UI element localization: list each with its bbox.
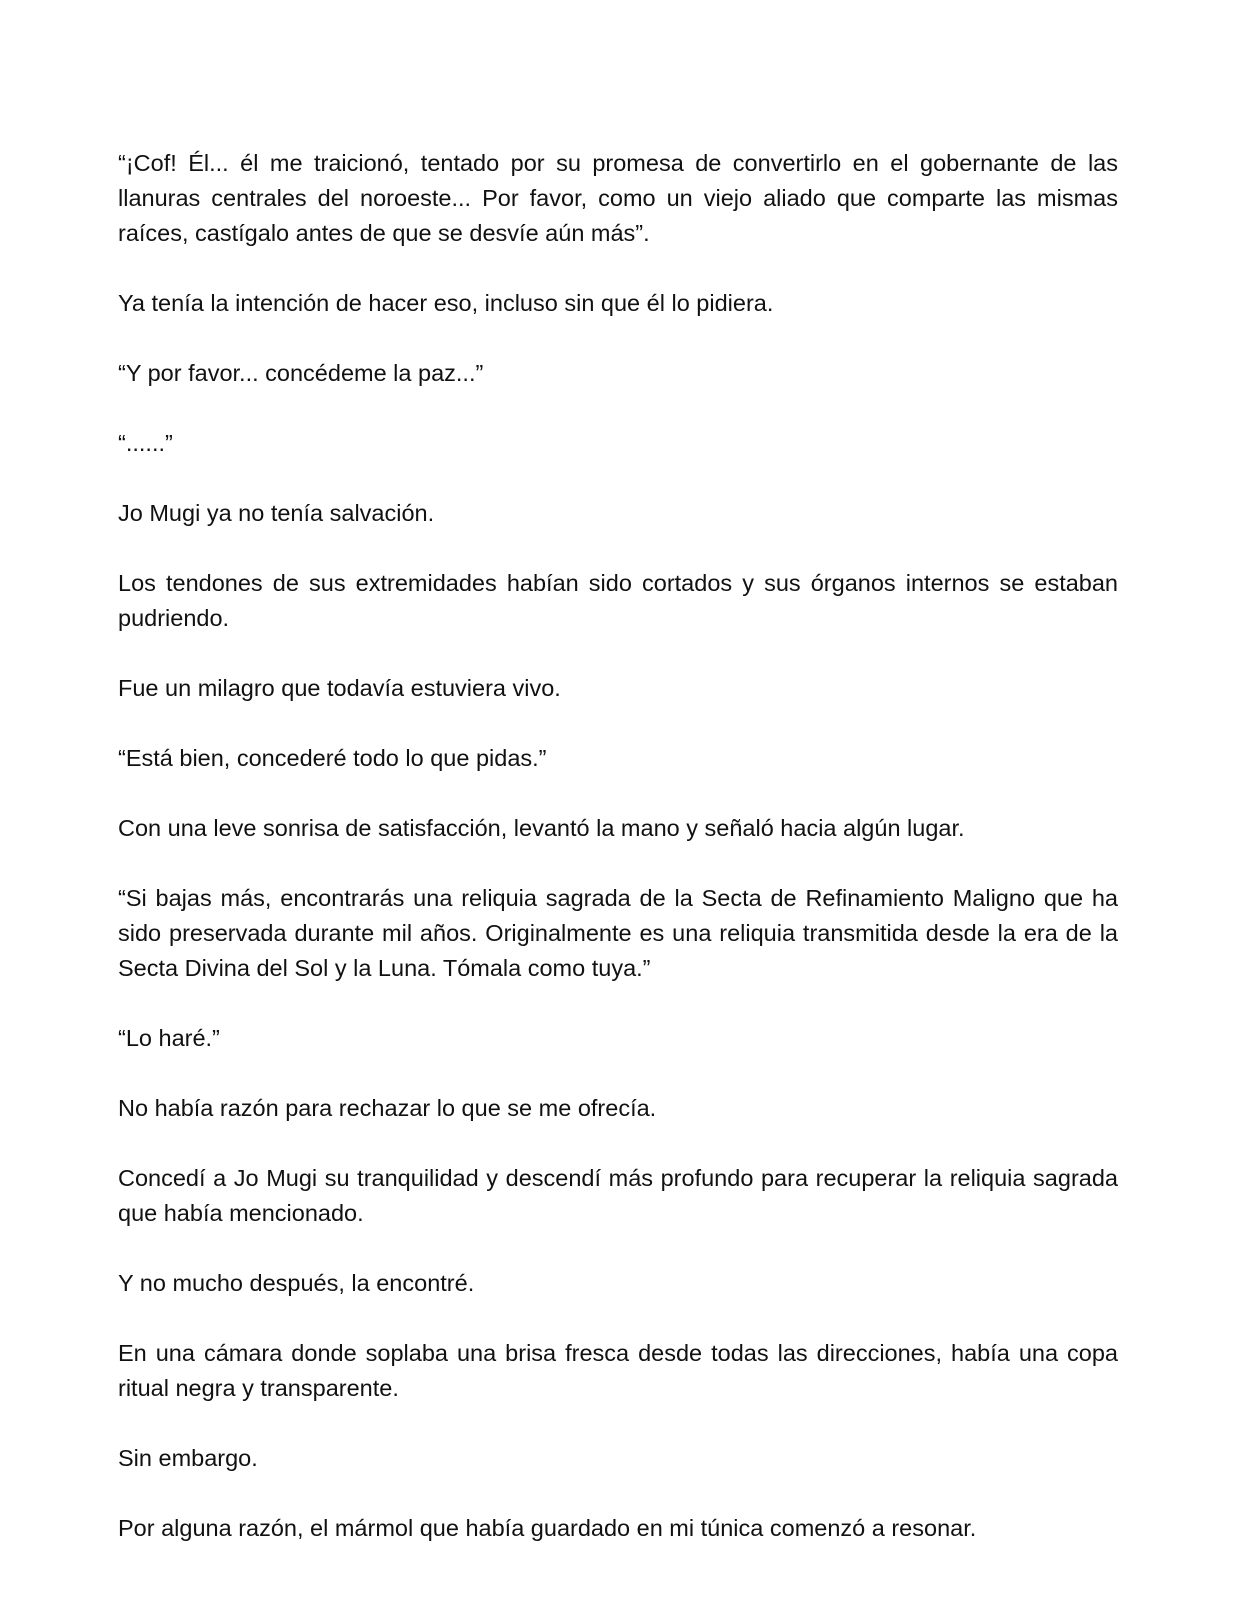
document-page — [118, 146, 1118, 1546]
paragraph: Con una leve sonrisa de satisfacción, levantó la mano y señaló hacia algún lugar. — [118, 815, 965, 841]
paragraph: “Si bajas más, encontrarás una reliquia sagrada de la Secta de Refinamiento Maligno que ha sido preservada durante mil años. Originalmente es una reliquia transmitida desde la era de la Secta Divina del Sol y la Luna. Tómala como tuya.” — [118, 885, 1118, 981]
paragraph: No había razón para rechazar lo que se me ofrecía. — [118, 1095, 657, 1121]
paragraph: Fue un milagro que todavía estuviera vivo. — [118, 675, 561, 701]
paragraph: Jo Mugi ya no tenía salvación. — [118, 500, 435, 526]
paragraph: “Lo haré.” — [118, 1025, 220, 1051]
paragraph: Sin embargo. — [118, 1445, 258, 1471]
paragraph: “Y por favor... concédeme la paz...” — [118, 360, 484, 386]
paragraph: Concedí a Jo Mugi su tranquilidad y descendí más profundo para recuperar la reliquia sagrada que había mencionado. — [118, 1165, 1118, 1226]
paragraph: “¡Cof! Él... él me traicionó, tentado por su promesa de convertirlo en el gobernante de las llanuras centrales del noroeste... Por favor, como un viejo aliado que comparte las mismas raíces, castígalo antes de que se desvíe aún más”. — [118, 150, 1118, 246]
paragraph: Y no mucho después, la encontré. — [118, 1270, 475, 1296]
paragraph: Ya tenía la intención de hacer eso, incluso sin que él lo pidiera. — [118, 290, 774, 316]
paragraph: “Está bien, concederé todo lo que pidas.” — [118, 745, 547, 771]
paragraph: Por alguna razón, el mármol que había guardado en mi túnica comenzó a resonar. — [118, 1515, 977, 1541]
paragraph: “......” — [118, 430, 173, 456]
paragraph: En una cámara donde soplaba una brisa fresca desde todas las direcciones, había una copa ritual negra y transparente. — [118, 1340, 1118, 1401]
paragraph: Los tendones de sus extremidades habían sido cortados y sus órganos internos se estaban pudriendo. — [118, 570, 1118, 631]
